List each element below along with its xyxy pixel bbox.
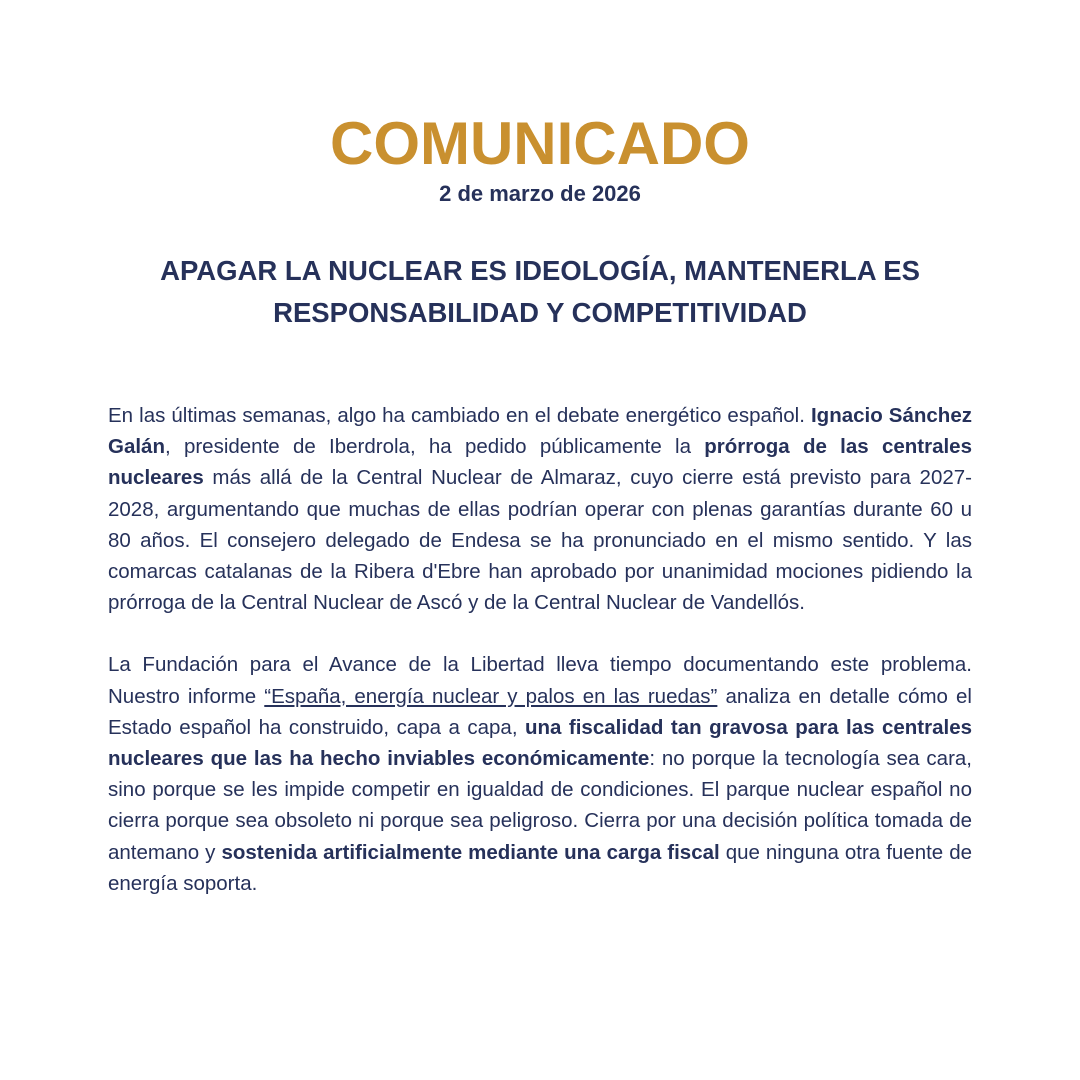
paragraph-2-bold-2: sostenida artificialmente mediante una carga fiscal: [221, 840, 720, 864]
page-title: COMUNICADO: [330, 110, 750, 177]
paragraph-2-text-2: analiza en detalle cómo el Estado español ha construido, capa a capa,: [108, 684, 972, 739]
paragraph-1-bold-2: prórroga de las centrales nucleares: [108, 435, 972, 490]
paragraph-1-text-3: más allá de la Central Nuclear de Almaraz, cuyo cierre está previsto para 2027-2028, argumentando que muchas de ellas podrían operar con plenas garantías durante 60 u 80 años. El consejero delegado de Endesa se ha pronunciado en el mismo sentido. Y las comarcas catalanas de la Ribera d'Ebre han aprobado por unanimidad mociones pidiendo la prórroga de la Central Nuclear de Ascó y de la Central Nuclear de Vandellós.: [108, 466, 972, 615]
body-text: [108, 400, 972, 899]
paragraph-2-text-3: : no porque la tecnología sea cara, sino porque se les impide competir en igualdad de condiciones. El parque nuclear español no cierra porque sea obsoleto ni porque sea peligroso. Cierra por una decisión política tomada de antemano y: [108, 747, 972, 864]
paragraph-1-text-1: En las últimas semanas, algo ha cambiado en el debate energético español.: [108, 404, 811, 427]
headline: [100, 250, 980, 334]
paragraph-1: [108, 400, 972, 618]
paragraph-2-bold-1: una fiscalidad tan gravosa para las centrales nucleares que las ha hecho inviables económicamente: [108, 715, 972, 771]
publication-date: 2 de marzo de 2026: [439, 181, 641, 206]
paragraph-2-text-4: que ninguna otra fuente de energía soporta.: [108, 840, 972, 895]
paragraph-2: [108, 649, 972, 899]
paragraph-1-bold-1: Ignacio Sánchez Galán: [108, 404, 972, 459]
headline-line-1: APAGAR LA NUCLEAR ES IDEOLOGÍA, MANTENERLA ES: [160, 255, 920, 286]
report-link[interactable]: “España, energía nuclear y palos en las ruedas”: [264, 684, 718, 708]
paragraph-2-text-1: La Fundación para el Avance de la Libertad lleva tiempo documentando este problema. Nuestro informe: [108, 653, 972, 708]
paragraph-1-text-2: , presidente de Iberdrola, ha pedido públicamente la: [164, 435, 705, 459]
headline-line-2: RESPONSABILIDAD Y COMPETITIVIDAD: [273, 297, 807, 328]
